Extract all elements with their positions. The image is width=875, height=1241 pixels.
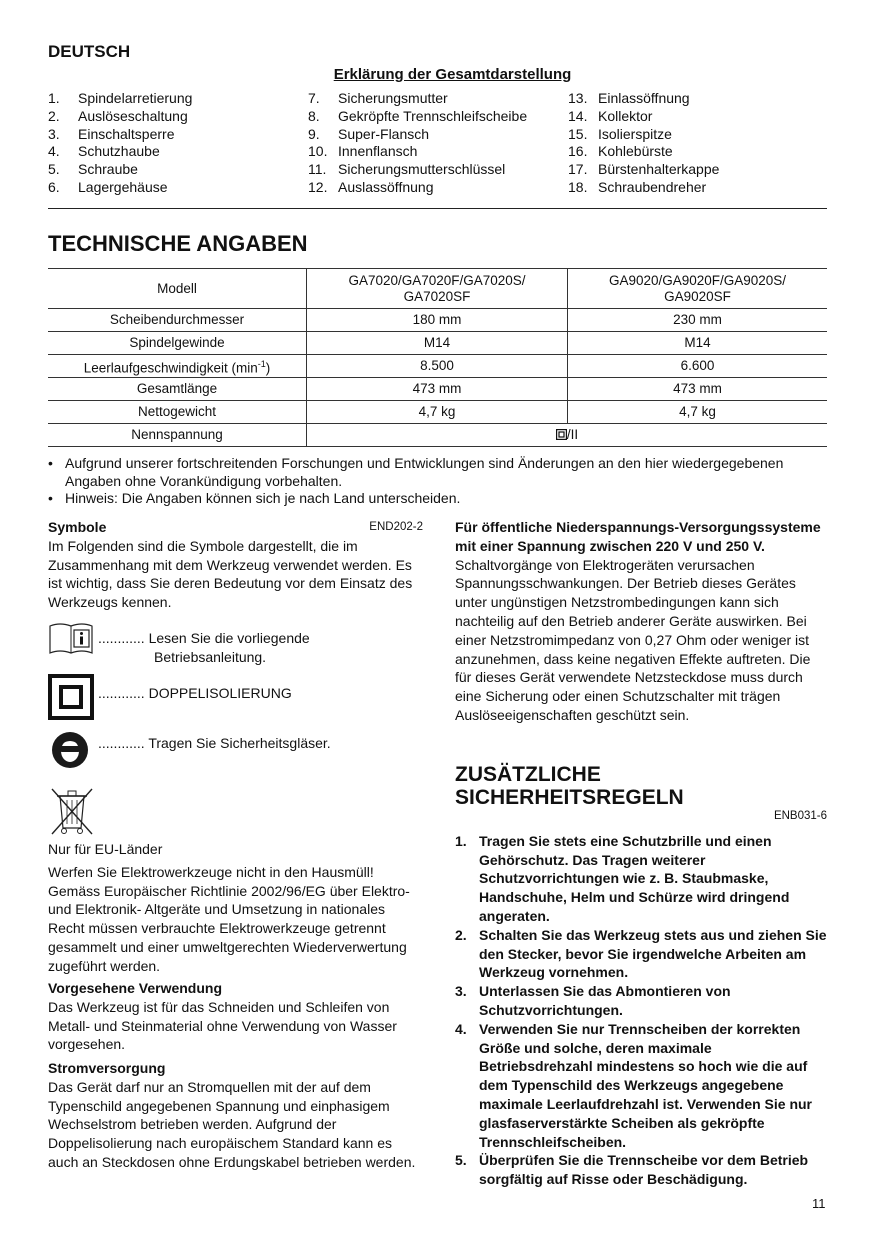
legend-item: 8. Gekröpfte Trennschleifscheibe <box>308 107 528 124</box>
table-cell: GA9020/GA9020F/GA9020S/ GA9020SF <box>568 269 828 309</box>
symbols-intro: Im Folgenden sind die Symbole dargestellt, die im Zusammenhang mit dem Werkzeug verwendet werden. Es ist wichtig, dass Sie deren Bedeutung vor dem Einsatz des Werkzeugs kennen. <box>48 537 413 611</box>
legend-item: 16. Kohlebürste <box>568 143 673 160</box>
safety-title: ZUSÄTZLICHE SICHERHEITSREGELN <box>455 763 684 809</box>
table-cell: /II <box>307 424 828 447</box>
table-cell: Nettogewicht <box>48 401 307 424</box>
safety-rules-list <box>455 832 827 1189</box>
legend-column-3 <box>568 90 827 197</box>
table-cell: GA7020/GA7020F/GA7020S/ GA7020SF <box>307 269 568 309</box>
legend-item: 18. Schraubendreher <box>568 178 707 195</box>
list-item: • Aufgrund unserer fortschreitenden Forschungen und Entwicklungen sind Änderungen an den hier wiedergegebenen Angaben ohne Vorankündigung vorbehalten. <box>48 455 784 489</box>
eu-only-label: Nur für EU-Länder <box>48 841 163 857</box>
spec-notes <box>48 455 828 508</box>
section-code: END202-2 <box>369 521 423 533</box>
table-header-row <box>48 269 827 309</box>
specs-title: TECHNISCHE ANGABEN <box>48 231 308 256</box>
legend-item: 15. Isolierspitze <box>568 125 672 142</box>
double-insulation-icon <box>556 429 567 440</box>
table-row <box>48 332 827 355</box>
legend-item: 5. Schraube <box>48 161 138 178</box>
legend-item: 12. Auslassöffnung <box>308 178 434 195</box>
section-code: ENB031-6 <box>773 810 827 822</box>
weee-section <box>48 840 423 976</box>
symbol-description: ............ Lesen Sie die vorliegende Betriebsanleitung. <box>98 630 310 665</box>
list-item: 4. Verwenden Sie nur Trennscheiben der korrekten Größe und solche, deren maximale Betriebsdrehzahl mindestens so hoch wie die auf dem Typenschild des Werkzeugs angegebene maximale Leerlaufdrehzahl ist. Verwenden Sie nur glasfaserverstärkte Scheiben als gekröpfte Trennschleifscheiben. <box>455 1020 813 1150</box>
list-item: 2. Schalten Sie das Werkzeug stets aus und ziehen Sie den Stecker, bevor Sie irgendwelche Arbeiten am Werkzeug vornehmen. <box>455 926 827 981</box>
safety-glasses-icon <box>51 731 89 774</box>
table-cell: Spindelgewinde <box>48 332 307 355</box>
usage-text: Das Werkzeug ist für das Schneiden und Schleifen von Metall- und Steinmaterial ohne Verwendung von Wasser vorgesehen. <box>48 998 397 1053</box>
language-heading: DEUTSCH <box>48 42 131 61</box>
table-cell: Nennspannung <box>48 424 307 447</box>
table-row <box>48 378 827 401</box>
public-grid-section <box>455 518 827 725</box>
legend-item: 9. Super-Flansch <box>308 125 430 142</box>
legend-item: 17. Bürstenhalterkappe <box>568 161 720 178</box>
table-cell: 473 mm <box>568 378 828 401</box>
table-cell: 6.600 <box>568 355 828 378</box>
page-number: 11 <box>812 1196 826 1211</box>
table-cell: Gesamtlänge <box>48 378 307 401</box>
legend-item: 7. Sicherungsmutter <box>308 90 448 106</box>
legend-item: 2. Auslöseschaltung <box>48 107 188 124</box>
symbol-description: ............ DOPPELISOLIERUNG <box>98 685 292 701</box>
table-row <box>48 401 827 424</box>
power-text: Das Gerät darf nur an Stromquellen mit der auf dem Typenschild angegebenen Spannung und einphasigem Wechselstrom betrieben werden. Aufgrund der Doppelisolierung nach europäischem Standard kann es auch an Steckdosen ohne Erdungskabel betrieben werden. <box>48 1078 416 1170</box>
specs-table <box>48 268 827 447</box>
usage-title: Vorgesehene Verwendung <box>48 980 223 996</box>
legend-item: 11. Sicherungsmutterschlüssel <box>308 161 506 178</box>
legend-item: 13. Einlassöffnung <box>568 90 690 106</box>
symbol-description: ............ Tragen Sie Sicherheitsgläser. <box>98 735 331 751</box>
legend-item: 6. Lagergehäuse <box>48 178 168 195</box>
list-item: 5. Überprüfen Sie die Trennscheibe vor dem Betrieb sorgfältig auf Risse oder Beschädigung. <box>455 1152 809 1188</box>
legend-item: 14. Kollektor <box>568 107 653 124</box>
symbols-section <box>48 518 423 612</box>
table-cell: 473 mm <box>307 378 568 401</box>
double-insulation-icon <box>48 674 94 725</box>
table-cell: Scheibendurchmesser <box>48 309 307 332</box>
table-cell: 230 mm <box>568 309 828 332</box>
public-grid-title: Für öffentliche Niederspannungs-Versorgungssysteme mit einer Spannung zwischen 220 V und 250 V. <box>455 519 821 554</box>
manual-icon <box>48 622 94 661</box>
legend-column-2 <box>308 90 568 197</box>
table-cell: Leerlaufgeschwindigkeit $(\min^{-1})$ <box>48 355 307 378</box>
public-grid-text: Schaltvorgänge von Elektrogeräten verursachen Spannungsschwankungen. Der Betrieb dieses Gerätes unter ungünstigen Netzstrombedingungen kann sich nachteilig auf den Betrieb anderer Geräte auswirken. Bei einer Netzstromimpedanz von 0,27 Ohm oder weniger ist anzunehmen, dass keine negativen Effekte auftreten. Die für dieses Gerät verwendete Netzsteckdose muss durch eine Sicherung oder einen Schutzschalter mit trägen Auslöseeigenschaften geschützt sein. <box>455 556 811 723</box>
legend-item: 1. Spindelarretierung <box>48 90 193 106</box>
table-row <box>48 309 827 332</box>
legend-column-1 <box>48 90 308 197</box>
legend-title: Erklärung der Gesamtdarstellung <box>333 66 572 83</box>
list-item: 1. Tragen Sie stets eine Schutzbrille und einen Gehörschutz. Das Tragen weiterer Schutzvorrichtungen wie z. B. Staubmaske, Handschuhe, Helm und Schürze wird dringend angeraten. <box>455 832 790 924</box>
table-cell: 180 mm <box>307 309 568 332</box>
table-cell: 8.500 <box>307 355 568 378</box>
weee-bin-icon <box>49 786 95 841</box>
table-row <box>48 355 827 378</box>
symbols-title: Symbole <box>48 519 107 535</box>
power-title: Stromversorgung <box>48 1060 166 1076</box>
list-item: 3. Unterlassen Sie das Abmontieren von Schutzvorrichtungen. <box>455 983 731 1018</box>
list-item: • Hinweis: Die Angaben können sich je nach Land unterscheiden. <box>48 490 461 506</box>
legend-item: 3. Einschaltsperre <box>48 125 175 142</box>
legend-item: 4. Schutzhaube <box>48 143 160 160</box>
divider <box>48 208 827 209</box>
usage-section <box>48 979 423 1054</box>
power-section <box>48 1059 423 1172</box>
table-cell: Modell <box>48 269 307 309</box>
legend-item: 10. Innenflansch <box>308 143 418 160</box>
table-cell: 4,7 kg <box>568 401 828 424</box>
table-cell: M14 <box>568 332 828 355</box>
table-cell: M14 <box>307 332 568 355</box>
table-row <box>48 424 827 447</box>
table-cell: 4,7 kg <box>307 401 568 424</box>
weee-text: Werfen Sie Elektrowerkzeuge nicht in den Hausmüll! Gemäss Europäischer Richtlinie 2002/96/EG über Elektro- und Elektronik- Altgeräte und Umsetzung in nationales Recht müssen verbrauchte Elektrowerkzeuge getrennt gesammelt und einer umweltgerechten Wiederverwertung zugeführt werden. <box>48 863 410 974</box>
safety-section <box>455 763 827 1189</box>
